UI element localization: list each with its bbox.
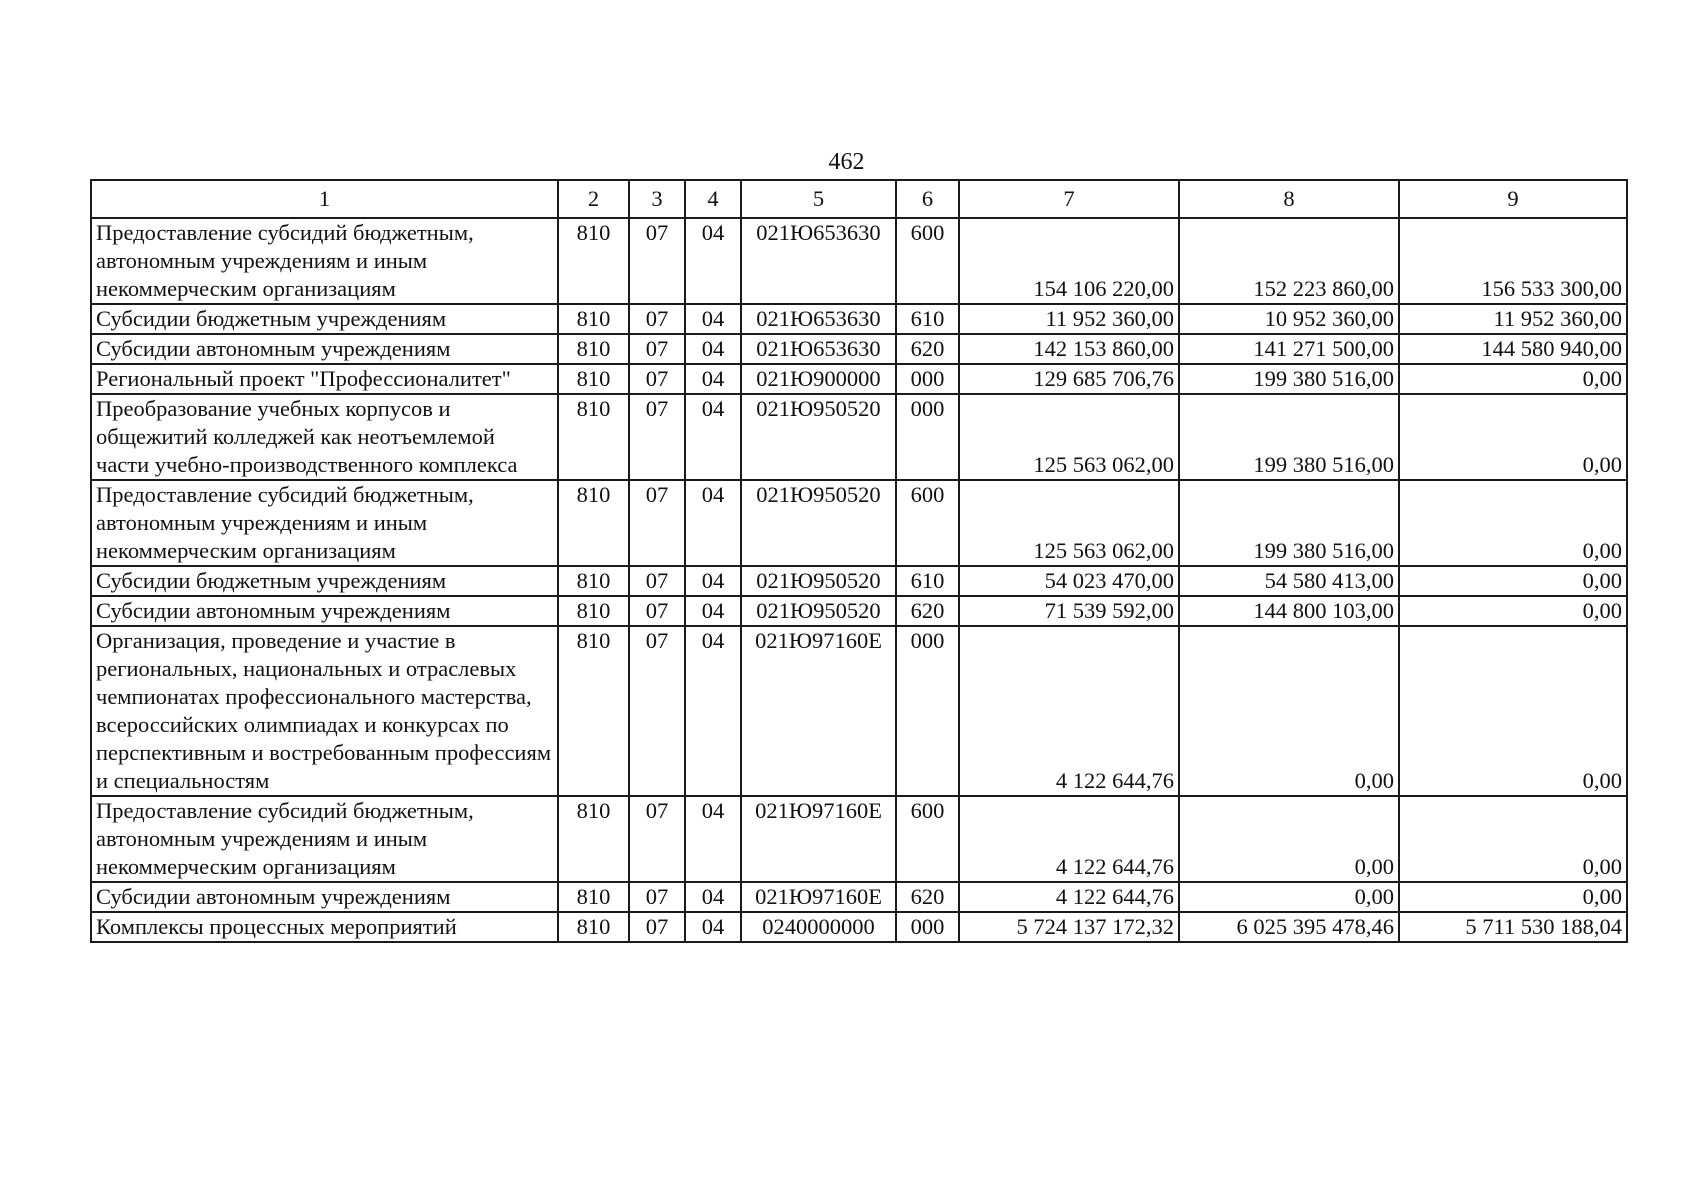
row-code-subsection: 04 [685, 626, 741, 796]
header-col-5: 5 [741, 180, 896, 218]
row-code-ministry: 810 [558, 304, 629, 334]
row-code-section: 07 [629, 796, 685, 882]
row-amount-col8: 0,00 [1179, 796, 1399, 882]
row-code-ministry: 810 [558, 218, 629, 304]
row-amount-col8: 199 380 516,00 [1179, 364, 1399, 394]
row-amount-col7: 129 685 706,76 [959, 364, 1179, 394]
row-code-expense-type: 610 [896, 304, 959, 334]
row-amount-col8: 199 380 516,00 [1179, 480, 1399, 566]
row-code-ministry: 810 [558, 596, 629, 626]
row-code-expense-type: 600 [896, 218, 959, 304]
table-row [91, 218, 1627, 304]
header-col-8: 8 [1179, 180, 1399, 218]
row-code-section: 07 [629, 882, 685, 912]
row-code-target: 021Ю950520 [741, 596, 896, 626]
row-amount-col8: 199 380 516,00 [1179, 394, 1399, 480]
row-code-target: 021Ю97160Е [741, 882, 896, 912]
row-code-ministry: 810 [558, 334, 629, 364]
row-code-expense-type: 000 [896, 364, 959, 394]
row-code-section: 07 [629, 596, 685, 626]
row-name: Преобразование учебных корпусов и общежитий колледжей как неотъемлемой части учебно-производственного комплекса [91, 394, 558, 480]
header-col-6: 6 [896, 180, 959, 218]
row-amount-col9: 0,00 [1399, 566, 1627, 596]
table-row [91, 480, 1627, 566]
row-code-expense-type: 600 [896, 480, 959, 566]
row-code-ministry: 810 [558, 364, 629, 394]
row-code-target: 021Ю97160Е [741, 626, 896, 796]
table-row [91, 566, 1627, 596]
row-code-target: 0240000000 [741, 912, 896, 942]
row-name: Субсидии автономным учреждениям [91, 334, 558, 364]
page-number: 462 [828, 149, 865, 175]
row-amount-col8: 10 952 360,00 [1179, 304, 1399, 334]
row-name: Предоставление субсидий бюджетным, автономным учреждениям и иным некоммерческим организациям [91, 218, 558, 304]
row-code-target: 021Ю653630 [741, 218, 896, 304]
row-code-ministry: 810 [558, 394, 629, 480]
row-amount-col8: 54 580 413,00 [1179, 566, 1399, 596]
row-code-section: 07 [629, 394, 685, 480]
row-code-ministry: 810 [558, 912, 629, 942]
row-amount-col9: 0,00 [1399, 796, 1627, 882]
row-amount-col9: 0,00 [1399, 480, 1627, 566]
row-code-section: 07 [629, 566, 685, 596]
row-code-ministry: 810 [558, 566, 629, 596]
row-name: Субсидии бюджетным учреждениям [91, 566, 558, 596]
row-amount-col9: 0,00 [1399, 596, 1627, 626]
row-code-target: 021Ю950520 [741, 394, 896, 480]
row-name: Комплексы процессных мероприятий [91, 912, 558, 942]
row-code-expense-type: 000 [896, 394, 959, 480]
row-code-subsection: 04 [685, 304, 741, 334]
row-code-section: 07 [629, 626, 685, 796]
row-code-ministry: 810 [558, 796, 629, 882]
row-code-expense-type: 000 [896, 912, 959, 942]
row-name: Предоставление субсидий бюджетным, автономным учреждениям и иным некоммерческим организациям [91, 480, 558, 566]
row-code-ministry: 810 [558, 882, 629, 912]
row-amount-col7: 125 563 062,00 [959, 480, 1179, 566]
row-amount-col7: 4 122 644,76 [959, 882, 1179, 912]
row-code-subsection: 04 [685, 394, 741, 480]
row-amount-col7: 54 023 470,00 [959, 566, 1179, 596]
row-name: Субсидии автономным учреждениям [91, 596, 558, 626]
row-amount-col9: 0,00 [1399, 364, 1627, 394]
row-code-section: 07 [629, 480, 685, 566]
row-amount-col9: 11 952 360,00 [1399, 304, 1627, 334]
row-amount-col8: 0,00 [1179, 626, 1399, 796]
row-code-target: 021Ю900000 [741, 364, 896, 394]
row-code-section: 07 [629, 334, 685, 364]
row-amount-col7: 5 724 137 172,32 [959, 912, 1179, 942]
row-amount-col7: 125 563 062,00 [959, 394, 1179, 480]
row-name: Региональный проект "Профессионалитет" [91, 364, 558, 394]
row-amount-col9: 0,00 [1399, 882, 1627, 912]
table-row [91, 394, 1627, 480]
row-code-target: 021Ю653630 [741, 334, 896, 364]
row-code-expense-type: 610 [896, 566, 959, 596]
row-code-expense-type: 000 [896, 626, 959, 796]
row-amount-col7: 4 122 644,76 [959, 796, 1179, 882]
row-amount-col9: 5 711 530 188,04 [1399, 912, 1627, 942]
row-code-expense-type: 600 [896, 796, 959, 882]
row-amount-col7: 154 106 220,00 [959, 218, 1179, 304]
row-code-subsection: 04 [685, 882, 741, 912]
table-row [91, 912, 1627, 942]
row-code-ministry: 810 [558, 480, 629, 566]
row-code-subsection: 04 [685, 796, 741, 882]
header-col-4: 4 [685, 180, 741, 218]
row-code-section: 07 [629, 304, 685, 334]
row-amount-col8: 141 271 500,00 [1179, 334, 1399, 364]
row-amount-col9: 0,00 [1399, 394, 1627, 480]
row-code-target: 021Ю653630 [741, 304, 896, 334]
row-amount-col8: 6 025 395 478,46 [1179, 912, 1399, 942]
table-header-row [91, 180, 1627, 218]
row-amount-col9: 156 533 300,00 [1399, 218, 1627, 304]
row-code-subsection: 04 [685, 218, 741, 304]
row-code-target: 021Ю950520 [741, 480, 896, 566]
row-amount-col7: 71 539 592,00 [959, 596, 1179, 626]
header-col-3: 3 [629, 180, 685, 218]
row-name: Предоставление субсидий бюджетным, автономным учреждениям и иным некоммерческим организациям [91, 796, 558, 882]
row-code-expense-type: 620 [896, 334, 959, 364]
row-amount-col9: 144 580 940,00 [1399, 334, 1627, 364]
table-row [91, 596, 1627, 626]
table-row [91, 334, 1627, 364]
row-code-subsection: 04 [685, 334, 741, 364]
row-code-target: 021Ю950520 [741, 566, 896, 596]
table-row [91, 304, 1627, 334]
header-col-9: 9 [1399, 180, 1627, 218]
row-amount-col8: 152 223 860,00 [1179, 218, 1399, 304]
row-code-subsection: 04 [685, 566, 741, 596]
row-code-ministry: 810 [558, 626, 629, 796]
table-row [91, 364, 1627, 394]
table-row [91, 882, 1627, 912]
header-col-2: 2 [558, 180, 629, 218]
row-amount-col7: 11 952 360,00 [959, 304, 1179, 334]
table-row [91, 796, 1627, 882]
row-amount-col7: 4 122 644,76 [959, 626, 1179, 796]
row-code-subsection: 04 [685, 480, 741, 566]
table-row [91, 626, 1627, 796]
header-col-7: 7 [959, 180, 1179, 218]
row-name: Субсидии бюджетным учреждениям [91, 304, 558, 334]
budget-table [90, 179, 1628, 943]
row-name: Организация, проведение и участие в региональных, национальных и отраслевых чемпионатах профессионального мастерства, всероссийских олимпиадах и конкурсах по перспективным и востребованным профессиям и специальностям [91, 626, 558, 796]
row-code-section: 07 [629, 364, 685, 394]
row-amount-col7: 142 153 860,00 [959, 334, 1179, 364]
row-code-section: 07 [629, 912, 685, 942]
row-code-expense-type: 620 [896, 596, 959, 626]
row-code-subsection: 04 [685, 912, 741, 942]
row-code-target: 021Ю97160Е [741, 796, 896, 882]
row-amount-col8: 0,00 [1179, 882, 1399, 912]
row-code-subsection: 04 [685, 596, 741, 626]
row-code-subsection: 04 [685, 364, 741, 394]
row-amount-col8: 144 800 103,00 [1179, 596, 1399, 626]
row-code-expense-type: 620 [896, 882, 959, 912]
row-code-section: 07 [629, 218, 685, 304]
table-body [91, 218, 1627, 942]
row-amount-col9: 0,00 [1399, 626, 1627, 796]
row-name: Субсидии автономным учреждениям [91, 882, 558, 912]
header-col-1: 1 [91, 180, 558, 218]
